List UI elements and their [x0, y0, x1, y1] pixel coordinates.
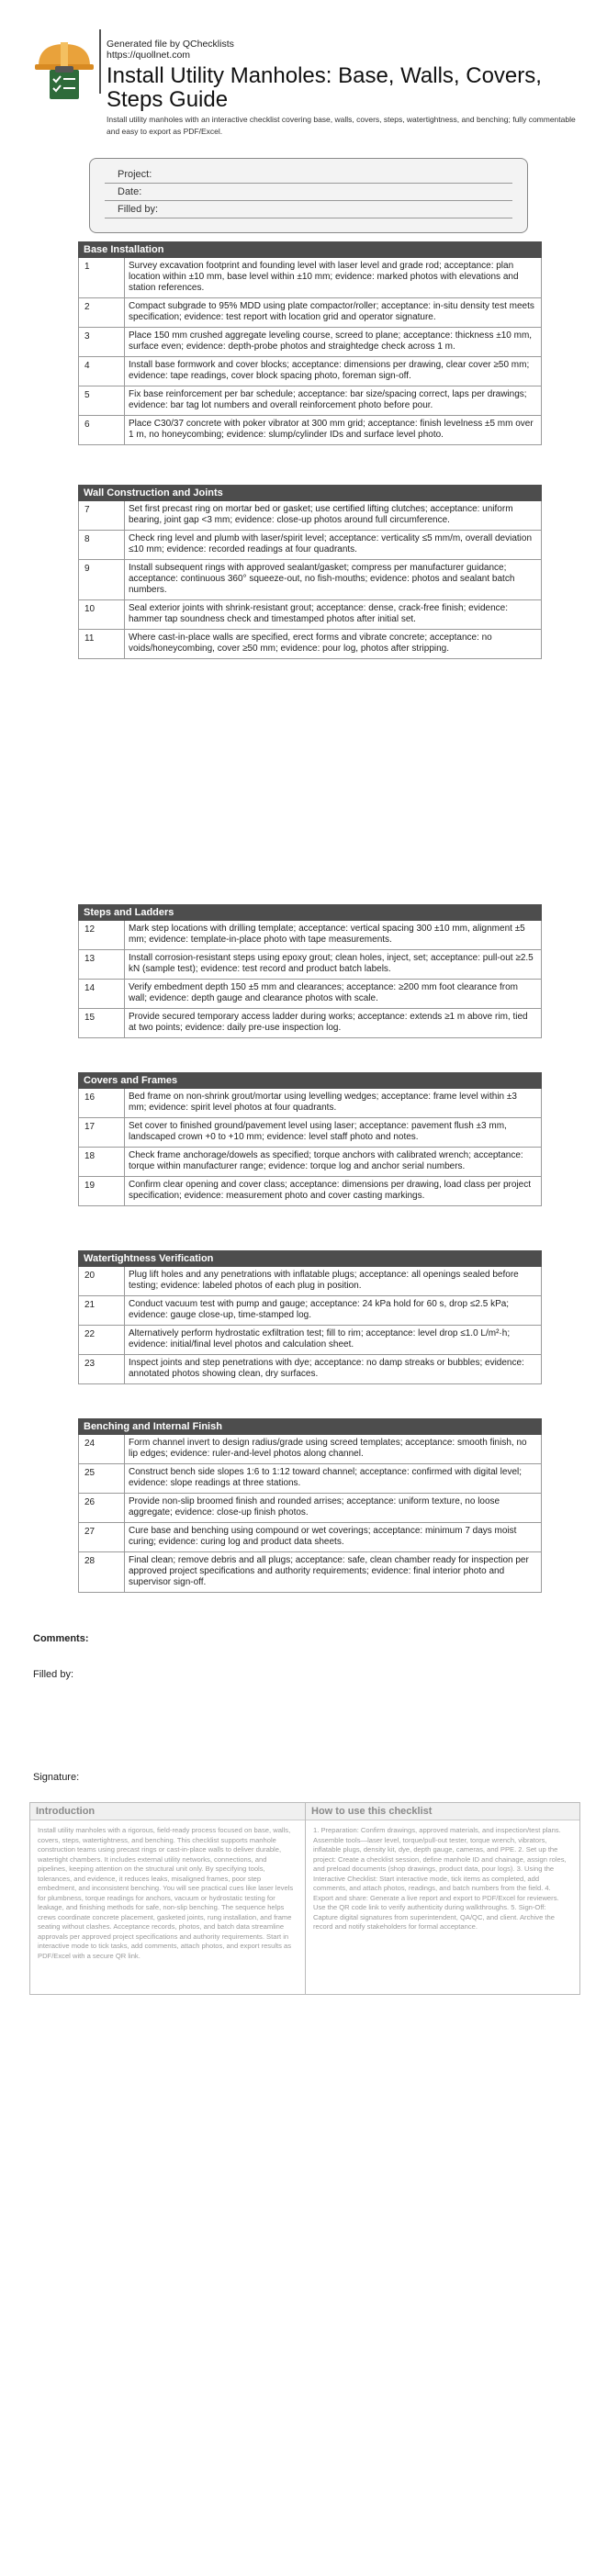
item-number: 15	[79, 1009, 125, 1037]
checklist-item[interactable]	[78, 416, 542, 445]
checklist-item[interactable]	[78, 1267, 542, 1296]
item-text: Plug lift holes and any penetrations with inflatable plugs; acceptance: all openings sealed before testing; evidence: labeled photos of each plug in position.	[129, 1270, 519, 1291]
item-number: 8	[79, 531, 125, 559]
item-text: Alternatively perform hydrostatic exfiltration test; fill to rim; acceptance: level drop ≤1.0 L/m²·h; evidence: initial/final level photos and calculation sheet.	[129, 1328, 511, 1350]
item-number: 1	[79, 258, 125, 297]
date-field[interactable]: Date:	[105, 184, 512, 201]
item-number: 10	[79, 600, 125, 629]
item-number: 12	[79, 921, 125, 949]
item-text: Seal exterior joints with shrink-resistant grout; acceptance: dense, crack-free finish; evidence: hammer tap soundness check and timestamped photos after initial set.	[129, 603, 508, 624]
checklist-section	[78, 241, 542, 445]
checklist-item[interactable]	[78, 921, 542, 950]
generated-by: Generated file by QChecklists	[107, 39, 234, 50]
checklist-item[interactable]	[78, 600, 542, 630]
item-text: Set cover to finished ground/pavement level using laser; acceptance: pavement flush ±3 mm, landscaped crown +0 to +10 mm; evidence: level staff photo and notes.	[129, 1121, 507, 1142]
item-text: Inspect joints and step penetrations with dye; acceptance: no damp streaks or bubbles; evidence: annotated photos showing clean, dry surfaces.	[129, 1358, 524, 1379]
item-number: 28	[79, 1552, 125, 1592]
section-title: Base Installation	[78, 241, 542, 258]
checklist-item[interactable]	[78, 258, 542, 298]
introduction-text: Install utility manholes with a rigorous, field-ready process focused on base, walls, covers, steps, watertightness, and benching. This checklist supports manhole construction teams using precast rings or cast-in-place walls to deliver durable, watertight chambers. It includes external utility networks, connections, and pipelines, keeping attention on the structural unit only. By specifying tools, tolerances, and evidence, it reduces leaks, misaligned frames, poor step embedment, and inconsistent benching. You will see practical cues like laser levels for plumbness, torque readings for anchors, vacuum or hydrostatic testing for leakage, and finishing methods for safe, non-slip benching. The sequence helps crews coordinate concrete placement, gasketed joints, rung installation, and frame seating without clashes. Acceptance records, photos, and batch data streamline approvals per approved project specifications and authority requirements. Start in interactive mode to tick tasks, add comments, attach photos, and export results as PDF/Excel with a secure QR link.	[38, 1826, 294, 1960]
item-number: 26	[79, 1494, 125, 1522]
item-text: Set first precast ring on mortar bed or gasket; use certified lifting clutches; acceptance: uniform bearing, joint gap <3 mm; evidence: close-up photos around full circumference.	[129, 504, 513, 525]
item-number: 9	[79, 560, 125, 599]
checklist-item[interactable]	[78, 1009, 542, 1038]
item-text: Install corrosion-resistant steps using epoxy grout; clean holes, inject, set; acceptance: pull-out ≥2.5 kN (sample test); evidence: test record and product batch labels.	[129, 953, 534, 974]
filled-by-field[interactable]: Filled by:	[105, 201, 512, 218]
checklist-item[interactable]	[78, 1326, 542, 1355]
introduction-title: Introduction	[30, 1803, 305, 1820]
item-number: 3	[79, 328, 125, 356]
item-text: Check ring level and plumb with laser/spirit level; acceptance: verticality ≤5 mm/m, overall deviation ≤10 mm; evidence: recorded readings at four quadrants.	[129, 533, 533, 554]
page-title: Install Utility Manholes: Base, Walls, Covers, Steps Guide	[107, 63, 542, 112]
item-text: Survey excavation footprint and founding level with laser level and grade rod; acceptance: plan location within ±10 mm, base level within ±10 mm; evidence: marked photos with elevations and station references.	[129, 261, 519, 293]
section-title: Covers and Frames	[78, 1072, 542, 1089]
checklist-item[interactable]	[78, 386, 542, 416]
project-info-box	[89, 158, 528, 233]
info-panels	[29, 1802, 580, 1995]
section-title: Benching and Internal Finish	[78, 1418, 542, 1435]
item-text: Fix base reinforcement per bar schedule; acceptance: bar size/spacing correct, laps per drawings; evidence: bar tag lot numbers and overall reinforcement photo before pour.	[129, 389, 527, 410]
checklist-item[interactable]	[78, 980, 542, 1009]
item-text: Form channel invert to design radius/grade using screed templates; acceptance: smooth finish, no lip edges; evidence: ruler-and-level photos along channel.	[129, 1438, 527, 1459]
logo-icon	[33, 39, 96, 103]
item-number: 22	[79, 1326, 125, 1354]
checklist-item[interactable]	[78, 501, 542, 531]
section-title: Wall Construction and Joints	[78, 485, 542, 501]
checklist-item[interactable]	[78, 1089, 542, 1118]
comments-label: Comments:	[33, 1633, 89, 1644]
item-number: 5	[79, 386, 125, 415]
item-number: 20	[79, 1267, 125, 1295]
checklist-item[interactable]	[78, 630, 542, 659]
item-number: 7	[79, 501, 125, 530]
item-text: Where cast-in-place walls are specified, erect forms and vibrate concrete; acceptance: no voids/honeycombing, cover ≥50 mm; evidence: pour log, photos after stripping.	[129, 633, 492, 654]
section-title: Watertightness Verification	[78, 1250, 542, 1267]
how-to-use-text: 1. Preparation: Confirm drawings, approved materials, and inspection/test plans. Assemble tools—laser level, torque/pull-out tester, torque wrench, vibrators, inflatable plugs, density kit, dye, depth gauge, cameras, and PPE. 2. Set up the project: Create a checklist session, define manhole ID and chainage, assign roles, and preload documents (shop drawings, product data, pour logs). 3. Using the Interactive Checklist: Start interactive mode, tick items as completed, add comments, and attach photos, readings, and batch numbers from the field. 4. Export and share: Generate a live report and export to PDF/Excel for reviewers. Use the QR code link to verify authenticity during walkthroughs. 5. Sign-Off: Capture digital signatures from superintendent, QA/QC, and client. Archive the record and notify stakeholders for formal acceptance.	[313, 1826, 567, 1931]
item-text: Verify embedment depth 150 ±5 mm and clearances; acceptance: ≥200 mm foot clearance from wall; evidence: depth gauge and clearance photos with scale.	[129, 982, 518, 1003]
checklist-item[interactable]	[78, 1177, 542, 1206]
checklist-section	[78, 485, 542, 659]
checklist-section	[78, 1072, 542, 1206]
how-to-use-title: How to use this checklist	[306, 1803, 579, 1820]
item-number: 24	[79, 1435, 125, 1463]
checklist-item[interactable]	[78, 1552, 542, 1593]
signature-label: Signature:	[33, 1772, 80, 1783]
item-number: 2	[79, 298, 125, 327]
checklist-item[interactable]	[78, 357, 542, 386]
item-number: 16	[79, 1089, 125, 1117]
item-number: 25	[79, 1464, 125, 1493]
item-text: Construct bench side slopes 1:6 to 1:12 toward channel; acceptance: confirmed with digital level; evidence: slope readings at three stations.	[129, 1467, 523, 1488]
item-number: 13	[79, 950, 125, 979]
item-text: Place C30/37 concrete with poker vibrator at 300 mm grid; acceptance: finish levelness ±5 mm over 1 m, no honeycombing; evidence: slump/cylinder IDs and surface level photo.	[129, 419, 534, 440]
item-text: Conduct vacuum test with pump and gauge; acceptance: 24 kPa hold for 60 s, drop ≤2.5 kPa; evidence: gauge close-up, time-stamped log.	[129, 1299, 510, 1320]
item-text: Compact subgrade to 95% MDD using plate compactor/roller; acceptance: in-situ density test meets specification; evidence: test report with location grid and operator signature.	[129, 301, 534, 322]
how-to-use-panel	[305, 1803, 579, 1994]
introduction-panel	[30, 1803, 305, 1994]
checklist-item[interactable]	[78, 1148, 542, 1177]
page-description: Install utility manholes with an interactive checklist covering base, walls, covers, steps, watertightness, and benching; fully commentable and easy to export as PDF/Excel.	[107, 115, 576, 136]
checklist-item[interactable]	[78, 1523, 542, 1552]
checklist-item[interactable]	[78, 560, 542, 600]
checklist-item[interactable]	[78, 1464, 542, 1494]
item-number: 11	[79, 630, 125, 658]
checklist-item[interactable]	[78, 950, 542, 980]
filled-by-label: Filled by:	[33, 1669, 74, 1680]
checklist-item[interactable]	[78, 328, 542, 357]
item-number: 21	[79, 1296, 125, 1325]
project-field[interactable]: Project:	[105, 166, 512, 184]
checklist-item[interactable]	[78, 1494, 542, 1523]
item-text: Place 150 mm crushed aggregate leveling course, screed to plane; acceptance: thickness ±10 mm, surface even; evidence: depth-probe photos and straightedge check across 1 m.	[129, 330, 533, 352]
header	[33, 29, 584, 147]
item-text: Bed frame on non-shrink grout/mortar using levelling wedges; acceptance: frame level within ±3 mm; evidence: spirit level photos at four quadrants.	[129, 1092, 517, 1113]
checklist-item[interactable]	[78, 298, 542, 328]
item-text: Install base formwork and cover blocks; acceptance: dimensions per drawing, clear cover ≥50 mm; evidence: tape readings, cover block spacing photo, foreman sign-off.	[129, 360, 530, 381]
checklist-item[interactable]	[78, 531, 542, 560]
item-number: 17	[79, 1118, 125, 1147]
item-number: 6	[79, 416, 125, 444]
item-number: 4	[79, 357, 125, 386]
header-divider	[99, 29, 101, 94]
item-text: Confirm clear opening and cover class; acceptance: dimensions per drawing, load class per project specification; evidence: measurement photo and cover casting markings.	[129, 1180, 532, 1201]
checklist-item[interactable]	[78, 1355, 542, 1384]
item-number: 14	[79, 980, 125, 1008]
checklist-item[interactable]	[78, 1296, 542, 1326]
item-text: Provide secured temporary access ladder during works; acceptance: extends ≥1 m above rim, tied at two points; evidence: daily pre-use inspection log.	[129, 1012, 528, 1033]
item-text: Final clean; remove debris and all plugs; acceptance: safe, clean chamber ready for inspection per approved project specifications and authority requirements; evidence: final interior photo and supervisor sign-off.	[129, 1555, 529, 1587]
checklist-section	[78, 1250, 542, 1384]
item-text: Install subsequent rings with approved sealant/gasket; compress per manufacturer guidance; acceptance: continuous 360° squeeze-out, no fish-mouths; evidence: photos and sealant batch numbers.	[129, 563, 515, 595]
checklist-item[interactable]	[78, 1118, 542, 1148]
item-text: Provide non-slip broomed finish and rounded arrises; acceptance: uniform texture, no loose aggregate; evidence: close-up finish photos.	[129, 1496, 500, 1518]
item-text: Cure base and benching using compound or wet coverings; acceptance: minimum 7 days moist curing; evidence: curing log and product data sheets.	[129, 1526, 517, 1547]
item-text: Mark step locations with drilling template; acceptance: vertical spacing 300 ±10 mm, alignment ±5 mm; evidence: template-in-place photo with tape measurements.	[129, 924, 525, 945]
source-url[interactable]: https://quollnet.com	[107, 50, 191, 61]
section-title: Steps and Ladders	[78, 904, 542, 921]
item-number: 23	[79, 1355, 125, 1383]
item-text: Check frame anchorage/dowels as specified; torque anchors with calibrated wrench; acceptance: torque within manufacturer range; evidence: torque log and anchor serial numbers.	[129, 1150, 523, 1171]
item-number: 18	[79, 1148, 125, 1176]
item-number: 19	[79, 1177, 125, 1205]
checklist-section	[78, 904, 542, 1038]
item-number: 27	[79, 1523, 125, 1551]
checklist-section	[78, 1418, 542, 1593]
checklist-item[interactable]	[78, 1435, 542, 1464]
